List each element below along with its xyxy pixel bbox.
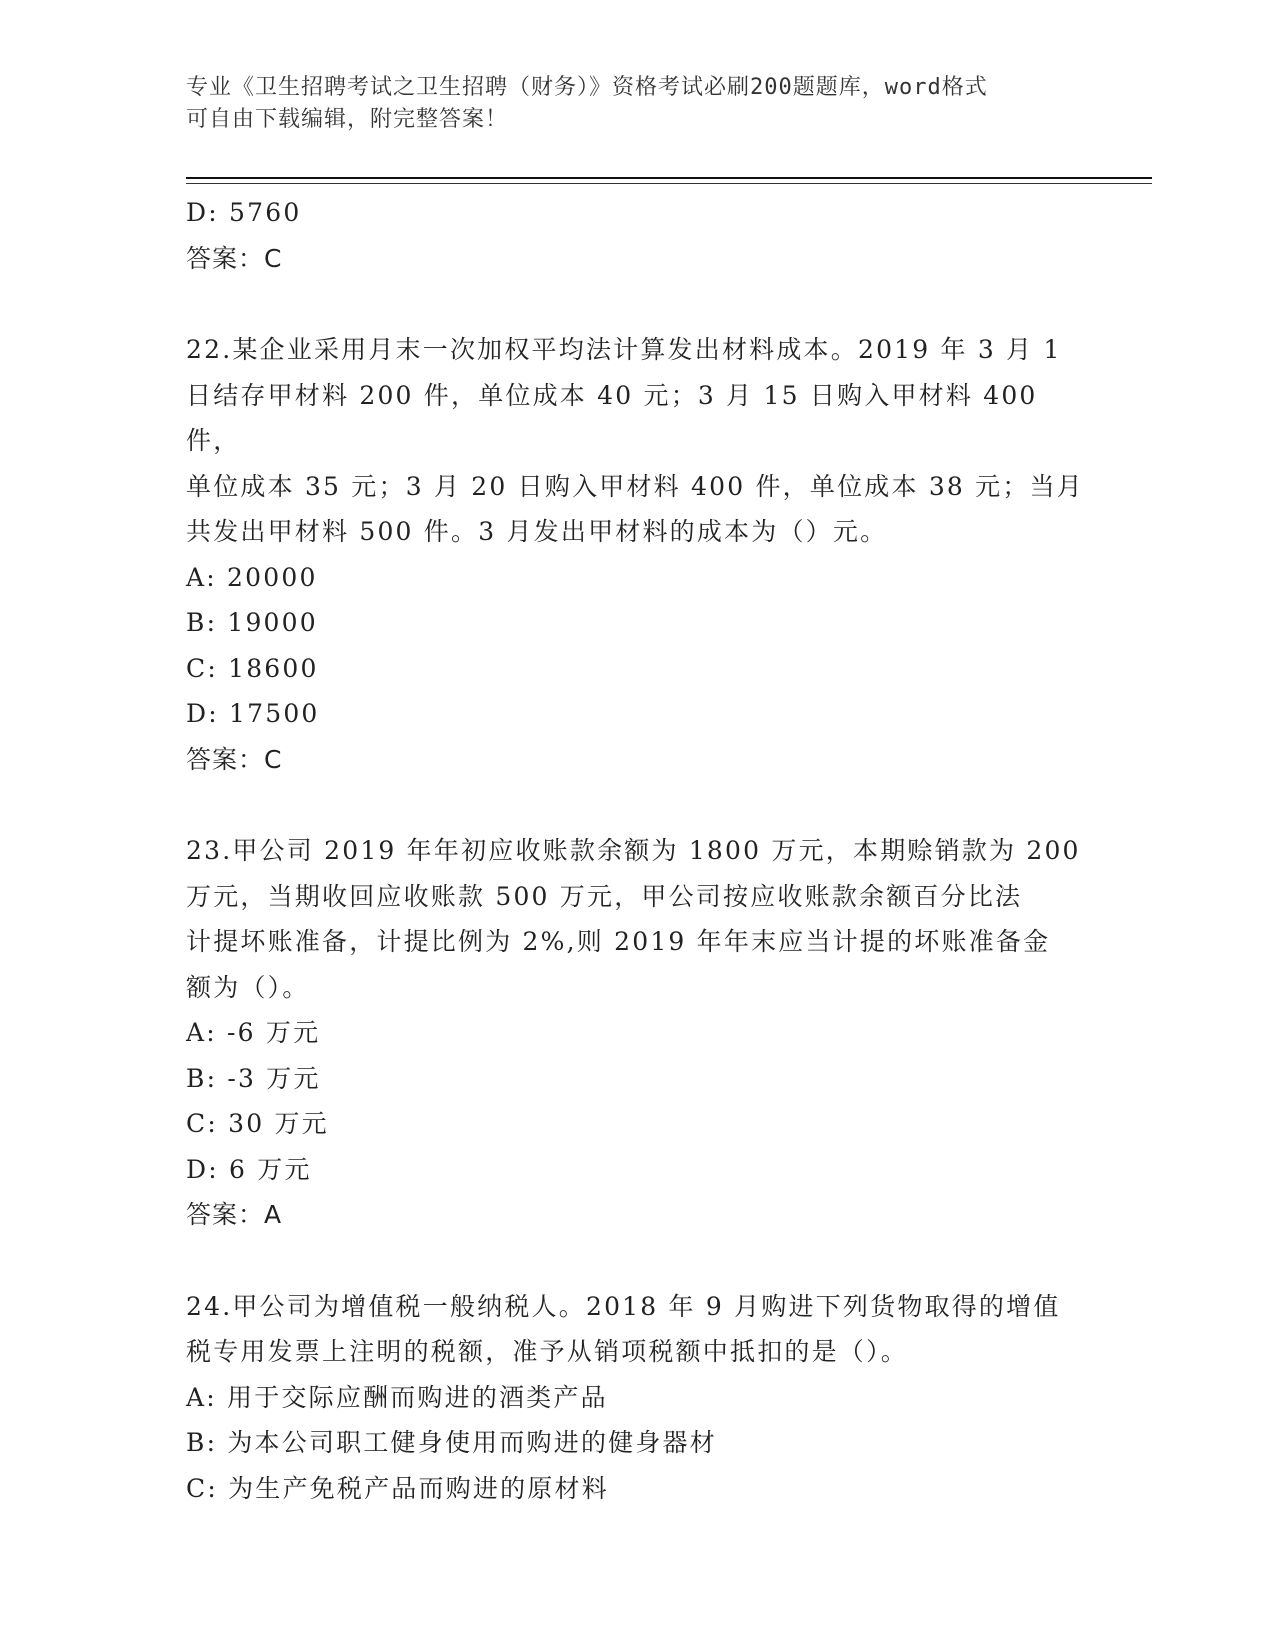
- question-23-text-3: 计提坏账准备，计提比例为 2%,则 2019 年年末应当计提的坏账准备金: [186, 927, 1051, 956]
- prev-answer: 答案：C: [186, 243, 283, 273]
- question-24-text-2: 税专用发票上注明的税额，准予从销项税额中抵扣的是（）。: [186, 1337, 908, 1366]
- question-22-answer: 答案：C: [186, 744, 283, 774]
- question-24-option-b: B: 为本公司职工健身使用而购进的健身器材: [186, 1428, 717, 1457]
- question-23-text-1: 23.甲公司 2019 年年初应收账款余额为 1800 万元，本期赊销款为 200: [186, 836, 1081, 865]
- spacer: [186, 782, 1086, 828]
- question-23: [186, 828, 1086, 1238]
- spacer: [186, 281, 1086, 327]
- question-23-text-2: 万元，当期收回应收账款 500 万元，甲公司按应收账款余额百分比法: [186, 881, 1023, 911]
- question-24-text-1: 24.甲公司为增值税一般纳税人。2018 年 9 月购进下列货物取得的增值: [186, 1291, 1061, 1321]
- document-body: [186, 190, 1086, 1511]
- header-line-1: 专业《卫生招聘考试之卫生招聘（财务）》资格考试必刷200题题库，word格式: [186, 75, 988, 100]
- header-line-2: 可自由下载编辑，附完整答案！: [186, 107, 509, 132]
- spacer: [186, 1238, 1086, 1284]
- question-22-text-3: 单位成本 35 元；3 月 20 日购入甲材料 400 件，单位成本 38 元；当月: [186, 471, 1084, 501]
- question-23-option-c: C: 30 万元: [186, 1109, 329, 1138]
- question-23-text-4: 额为（）。: [186, 972, 310, 1002]
- header-rule-thick: [186, 177, 1152, 179]
- question-24: [186, 1284, 1086, 1512]
- question-22-option-d: D: 17500: [186, 699, 320, 728]
- question-22-text-4: 共发出甲材料 500 件。3 月发出甲材料的成本为（）元。: [186, 517, 888, 546]
- question-23-option-d: D: 6 万元: [186, 1154, 312, 1184]
- question-23-option-a: A: -6 万元: [186, 1018, 321, 1047]
- question-22-option-a: A: 20000: [186, 562, 318, 592]
- document-header: [186, 72, 1066, 136]
- question-22: [186, 327, 1086, 782]
- question-23-answer: 答案：A: [186, 1200, 283, 1229]
- question-22-option-c: C: 18600: [186, 653, 319, 683]
- prev-option-d: D: 5760: [186, 198, 302, 227]
- question-23-option-b: B: -3 万元: [186, 1063, 321, 1093]
- header-rule-thin: [186, 183, 1152, 184]
- question-22-option-b: B: 19000: [186, 608, 318, 637]
- question-22-text-1: 22.某企业采用月末一次加权平均法计算发出材料成本。2019 年 3 月 1: [186, 335, 1062, 364]
- question-24-option-c: C: 为生产免税产品而购进的原材料: [186, 1473, 609, 1503]
- question-22-text-2: 日结存甲材料 200 件，单位成本 40 元；3 月 15 日购入甲材料 400 件，: [186, 380, 1038, 455]
- question-24-option-a: A: 用于交际应酬而购进的酒类产品: [186, 1382, 608, 1412]
